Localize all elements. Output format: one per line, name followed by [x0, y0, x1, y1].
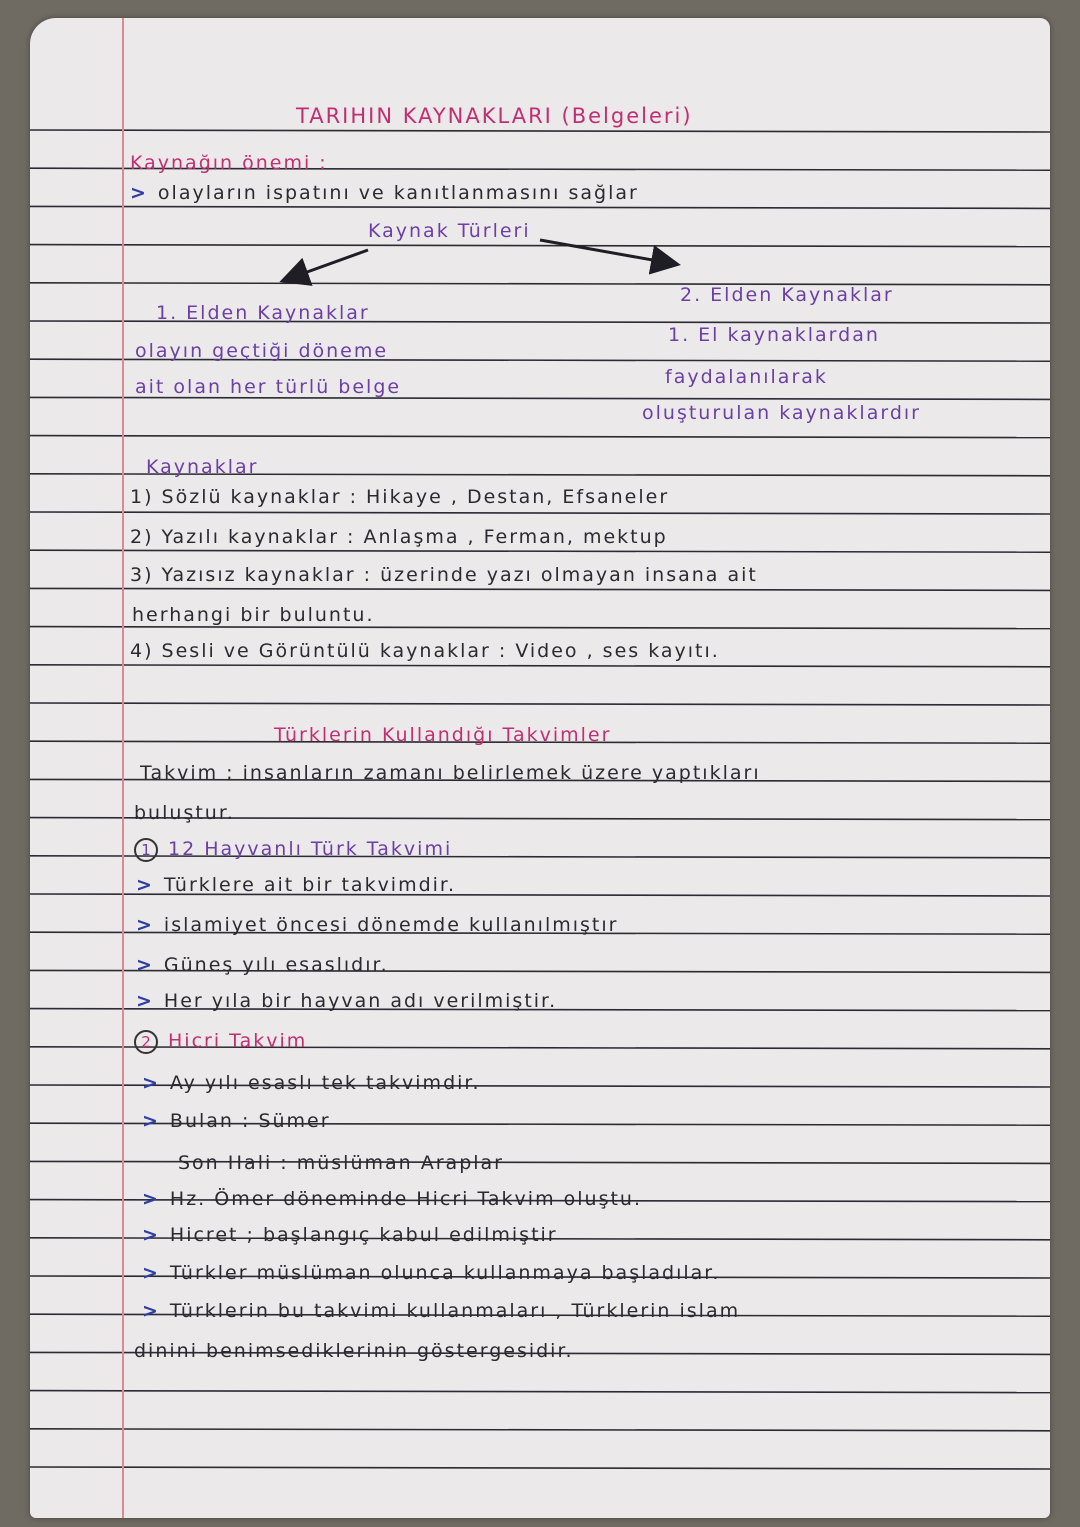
rule-line: [30, 1467, 1050, 1469]
calendar-2-point: > Ay yılı esaslı tek takvimdir.: [142, 1072, 481, 1094]
first-hand-line-2: ait olan her türlü belge: [135, 376, 402, 398]
second-hand-line-3: oluşturulan kaynaklardır: [642, 402, 921, 424]
rule-line: [30, 512, 1050, 514]
calendar-definition-2: buluştur.: [134, 802, 235, 824]
page-title: TARIHIN KAYNAKLARI (Belgeleri): [296, 104, 693, 128]
bullet-icon: >: [136, 874, 154, 896]
bullet-icon: >: [142, 1300, 160, 1322]
first-hand-heading: 1. Elden Kaynaklar: [156, 302, 370, 324]
sources-heading: Kaynaklar: [146, 456, 259, 478]
calendar-2-point: Son Hali : müslüman Araplar: [178, 1152, 504, 1174]
bullet-icon: >: [130, 182, 148, 204]
bullet-icon: >: [142, 1072, 160, 1094]
left-arrow-icon: [285, 250, 368, 280]
calendars-heading: Türklerin Kullandığı Takvimler: [274, 724, 612, 746]
rule-line: [30, 588, 1050, 590]
bullet-icon: >: [136, 954, 154, 976]
rule-line: [30, 1429, 1050, 1431]
right-arrow-icon: [540, 240, 675, 264]
bullet-icon: >: [136, 990, 154, 1012]
calendar-2-point: > Hz. Ömer döneminde Hicri Takvim oluştu.: [142, 1188, 642, 1210]
rule-line: [30, 436, 1050, 438]
rule-line: [30, 665, 1050, 667]
calendar-2-point: dinini benimsediklerinin göstergesidir.: [134, 1340, 574, 1362]
bullet-icon: >: [142, 1224, 160, 1246]
rule-line: [30, 627, 1050, 629]
calendar-2-point: > Türkler müslüman olunca kullanmaya başladılar.: [142, 1262, 721, 1284]
calendar-2-point: > Hicret ; başlangıç kabul edilmiştir: [142, 1224, 558, 1246]
calendar-1-point: > Güneş yılı esaslıdır.: [136, 954, 389, 976]
rule-line: [30, 1391, 1050, 1393]
calendar-definition-1: Takvim : insanların zamanı belirlemek üzere yaptıkları: [140, 762, 761, 784]
notebook-page: [30, 18, 1050, 1518]
importance-text: > olayların ispatını ve kanıtlanmasını sağlar: [130, 182, 639, 204]
bullet-icon: >: [136, 914, 154, 936]
calendar-2-point: > Türklerin bu takvimi kullanmaları , Türklerin islam: [142, 1300, 741, 1322]
number-circle-icon: 1: [134, 838, 158, 862]
calendar-2-point: > Bulan : Sümer: [142, 1110, 331, 1132]
source-item: 2) Yazılı kaynaklar : Anlaşma , Ferman, mektup: [130, 526, 668, 548]
bullet-icon: >: [142, 1262, 160, 1284]
split-arrows: [30, 18, 1050, 318]
calendar-1-title: 1 12 Hayvanlı Türk Takvimi: [134, 838, 452, 862]
source-item: herhangi bir buluntu.: [132, 604, 375, 626]
types-heading: Kaynak Türleri: [368, 220, 531, 242]
bullet-icon: >: [142, 1188, 160, 1210]
number-circle-icon: 2: [134, 1030, 158, 1054]
importance-heading: Kaynağın önemi :: [130, 152, 328, 174]
source-item: 3) Yazısız kaynaklar : üzerinde yazı olmayan insana ait: [130, 564, 758, 586]
calendar-2-title: 2 Hicri Takvim: [134, 1030, 307, 1054]
bullet-icon: >: [142, 1110, 160, 1132]
calendar-1-point: > islamiyet öncesi dönemde kullanılmıştır: [136, 914, 619, 936]
calendar-1-point: > Her yıla bir hayvan adı verilmiştir.: [136, 990, 558, 1012]
rule-line: [30, 703, 1050, 705]
source-item: 1) Sözlü kaynaklar : Hikaye , Destan, Efsaneler: [130, 486, 670, 508]
source-item: 4) Sesli ve Görüntülü kaynaklar : Video , ses kayıtı.: [130, 640, 720, 662]
first-hand-line-1: olayın geçtiği döneme: [135, 340, 389, 362]
second-hand-heading: 2. Elden Kaynaklar: [680, 284, 894, 306]
calendar-1-point: > Türklere ait bir takvimdir.: [136, 874, 457, 896]
second-hand-line-2: faydalanılarak: [665, 366, 828, 388]
rule-line: [30, 550, 1050, 552]
second-hand-line-1: 1. El kaynaklardan: [668, 324, 880, 346]
